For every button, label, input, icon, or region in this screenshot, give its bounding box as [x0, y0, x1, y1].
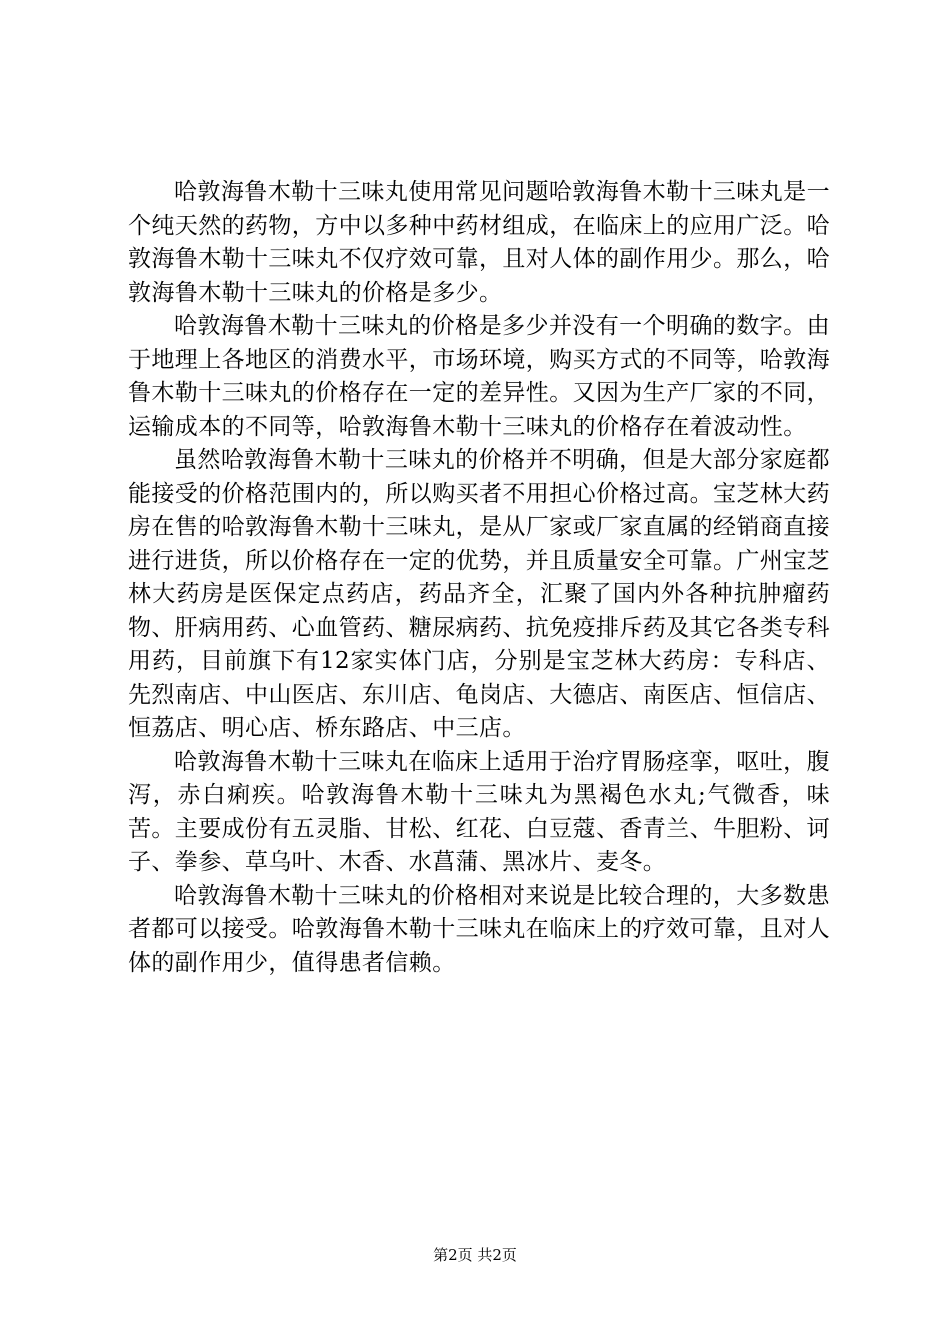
paragraph-1: 哈敦海鲁木勒十三味丸使用常见问题哈敦海鲁木勒十三味丸是一个纯天然的药物，方中以多种中药材组成，在临床上的应用广泛。哈敦海鲁木勒十三味丸不仅疗效可靠，且对人体的副作用少。那么，哈敦海鲁木勒十三味丸的价格是多少。	[128, 179, 830, 306]
document-body	[128, 176, 830, 980]
paragraph-2: 哈敦海鲁木勒十三味丸的价格是多少并没有一个明确的数字。由于地理上各地区的消费水平，市场环境，购买方式的不同等，哈敦海鲁木勒十三味丸的价格存在一定的差异性。又因为生产厂家的不同，运输成本的不同等，哈敦海鲁木勒十三味丸的价格存在着波动性。	[128, 313, 830, 440]
paragraph-3: 虽然哈敦海鲁木勒十三味丸的价格并不明确，但是大部分家庭都能接受的价格范围内的，所以购买者不用担心价格过高。宝芝林大药房在售的哈敦海鲁木勒十三味丸，是从厂家或厂家直属的经销商直接进行进货，所以价格存在一定的优势，并且质量安全可靠。广州宝芝林大药房是医保定点药店，药品齐全，汇聚了国内外各种抗肿瘤药物、肝病用药、心血管药、糖尿病药、抗免疫排斥药及其它各类专科用药，目前旗下有12家实体门店，分别是宝芝林大药房：专科店、先烈南店、中山医店、东川店、龟岗店、大德店、南医店、恒信店、恒荔店、明心店、桥东路店、中三店。	[128, 447, 830, 741]
paragraph-4: 哈敦海鲁木勒十三味丸在临床上适用于治疗胃肠痉挛，呕吐，腹泻，赤白痢疾。哈敦海鲁木勒十三味丸为黑褐色水丸;气微香，味苦。主要成份有五灵脂、甘松、红花、白豆蔻、香青兰、牛胆粉、诃子、拳参、草乌叶、木香、水菖蒲、黑冰片、麦冬。	[128, 748, 830, 875]
paragraph-5: 哈敦海鲁木勒十三味丸的价格相对来说是比较合理的，大多数患者都可以接受。哈敦海鲁木勒十三味丸在临床上的疗效可靠，且对人体的副作用少，值得患者信赖。	[128, 882, 830, 976]
page-number-footer: 第2页 共2页	[433, 1246, 517, 1264]
